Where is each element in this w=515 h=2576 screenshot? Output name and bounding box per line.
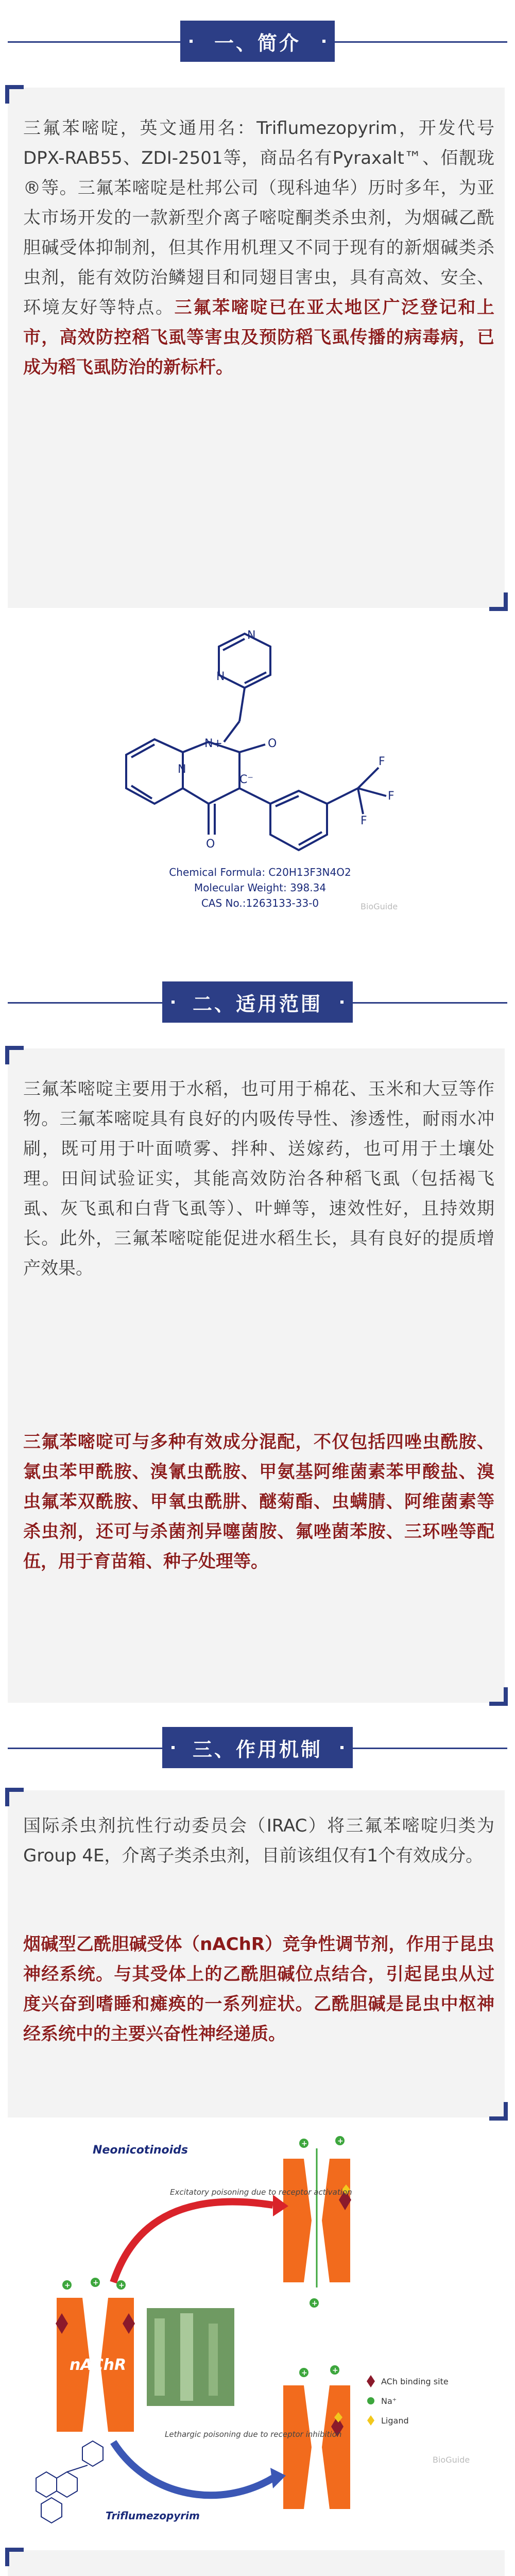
divider-line <box>8 1002 162 1004</box>
watermark: BioGuide <box>360 902 398 911</box>
corner-decoration <box>5 1788 24 1806</box>
divider-line <box>353 1748 507 1749</box>
divider-line <box>353 1002 507 1004</box>
ion-plus: + <box>332 2366 338 2375</box>
triflumezopyrim-structure <box>36 2441 103 2523</box>
ion-plus: + <box>312 2299 318 2308</box>
atom-c-minus: C⁻ <box>239 773 253 786</box>
nachr-label: nAChR <box>70 2356 127 2374</box>
corner-decoration <box>489 1687 508 1706</box>
molecule-figure <box>90 618 425 938</box>
inhibited-channel <box>283 2385 350 2509</box>
ach-site-legend-icon <box>367 2375 375 2387</box>
corner-decoration <box>5 1046 24 1064</box>
atom-o: O <box>206 838 215 851</box>
atom-n: N <box>247 629 256 642</box>
legend-ligand: Ligand <box>381 2416 409 2426</box>
scope-mix-paragraph: 三氟苯嘧啶可与多种有效成分混配，不仅包括四唑虫酰胺、氯虫苯甲酰胺、溴氰虫酰胺、甲氨基阿维菌素苯甲酸盐、溴虫氟苯双酰胺、甲氧虫酰肼、醚菊酯、虫螨腈、阿维菌素等杀虫剂，还可与杀菌剂异噻菌胺、氟唑菌苯胺、三环唑等配伍，用于育苗箱、种子处理等。 <box>23 1432 494 1572</box>
chemical-formula: Chemical Formula: C20H13F3N4O2 <box>169 866 351 878</box>
atom-o: O <box>268 737 277 750</box>
intro-paragraph: 三氟苯嘧啶，英文通用名：Triflumezopyrim，开发代号DPX-RAB55、ZDI-2501等，商品名有Pyraxalt™、佰靓珑®等。三氟苯嘧啶是杜邦公司（现科迪华）历时多年，为亚太市场开发的一款新型介离子嘧啶酮类杀虫剂，为烟碱乙酰胆碱受体抑制剂，但其作用机理又不同于现有的新烟碱类杀虫剂，能有效防治鳞翅目和同翅目害虫，具有高效、安全、环境友好等特点。三氟苯嘧啶已在亚太地区广泛登记和上市，高效防控稻飞虱等害虫及预防稻飞虱传播的病毒病，已成为稻飞虱防治的新标杆。 <box>23 118 495 378</box>
corner-decoration <box>5 2548 24 2566</box>
ligand-legend-icon <box>367 2415 374 2426</box>
na-legend-icon <box>367 2397 374 2404</box>
ion-plus: + <box>93 2279 99 2287</box>
ion-plus: + <box>118 2281 125 2290</box>
triflumezopyrim-label: Triflumezopyrim <box>106 2510 200 2522</box>
atom-n: N <box>216 670 225 683</box>
mechanism-conclusion-paragraph <box>23 2571 494 2576</box>
mechanism-paragraph: 国际杀虫剂抗性行动委员会（IRAC）将三氟苯嘧啶归类为Group 4E，介离子类杀虫剂，目前该组仅有1个有效成分。 <box>23 1816 494 1866</box>
corner-decoration <box>489 592 508 611</box>
corner-decoration <box>5 85 24 104</box>
ion-plus: + <box>64 2281 71 2290</box>
activation-arrow <box>113 2202 273 2282</box>
section-title-mechanism: 三、作用机制 <box>162 1727 353 1768</box>
divider-line <box>8 41 180 43</box>
divider-line <box>8 1748 162 1749</box>
atom-n-plus: N+ <box>204 737 222 750</box>
watermark: BioGuide <box>433 2455 470 2465</box>
atom-f: F <box>360 815 367 827</box>
atom-f: F <box>379 755 385 768</box>
excitatory-label: Excitatory poisoning due to receptor activation <box>170 2188 352 2197</box>
legend-na: Na⁺ <box>381 2396 397 2406</box>
corner-decoration <box>489 2102 508 2121</box>
activated-channel <box>283 2148 351 2287</box>
legend-ach: ACh binding site <box>381 2377 449 2386</box>
molecular-weight: Molecular Weight: 398.34 <box>194 882 327 894</box>
scope-paragraph: 三氟苯嘧啶主要用于水稻，也可用于棉花、玉米和大豆等作物。三氟苯嘧啶具有良好的内吸传导性、渗透性，耐雨水冲刷，既可用于叶面喷雾、拌种、送嫁药，也可用于土壤处理。田间试验证实，其能高效防治各种稻飞虱（包括褐飞虱、灰飞虱和白背飞虱等）、叶蝉等，速效性好，且持效期长。此外，三氟苯嘧啶能促进水稻生长，具有良好的提质增产效果。 <box>23 1079 494 1279</box>
atom-f: F <box>388 790 394 803</box>
ion-plus: + <box>301 2369 307 2377</box>
lethargic-label: Lethargic poisoning due to receptor inhibition <box>165 2430 342 2439</box>
cas-number: CAS No.:1263133-33-0 <box>201 897 319 909</box>
divider-line <box>335 41 507 43</box>
section-title-scope: 二、适用范围 <box>162 981 353 1023</box>
mechanism-diagram <box>26 2128 489 2540</box>
neonicotinoids-label: Neonicotinoids <box>93 2144 188 2157</box>
section-title-intro: 一、简介 <box>180 21 335 62</box>
ion-plus: + <box>301 2140 307 2148</box>
ion-plus: + <box>337 2137 344 2145</box>
inhibition-arrow <box>113 2442 273 2495</box>
mechanism-receptor-paragraph: 烟碱型乙酰胆碱受体（nAChR）竞争性调节剂，作用于昆虫神经系统。与其受体上的乙酰胆碱位点结合，引起昆虫从过度兴奋到嗜睡和瘫痪的一系列症状。乙酰胆碱是昆虫中枢神经系统中的主要兴奋性神经递质。 <box>23 1934 494 2044</box>
atom-n: N <box>178 763 186 776</box>
